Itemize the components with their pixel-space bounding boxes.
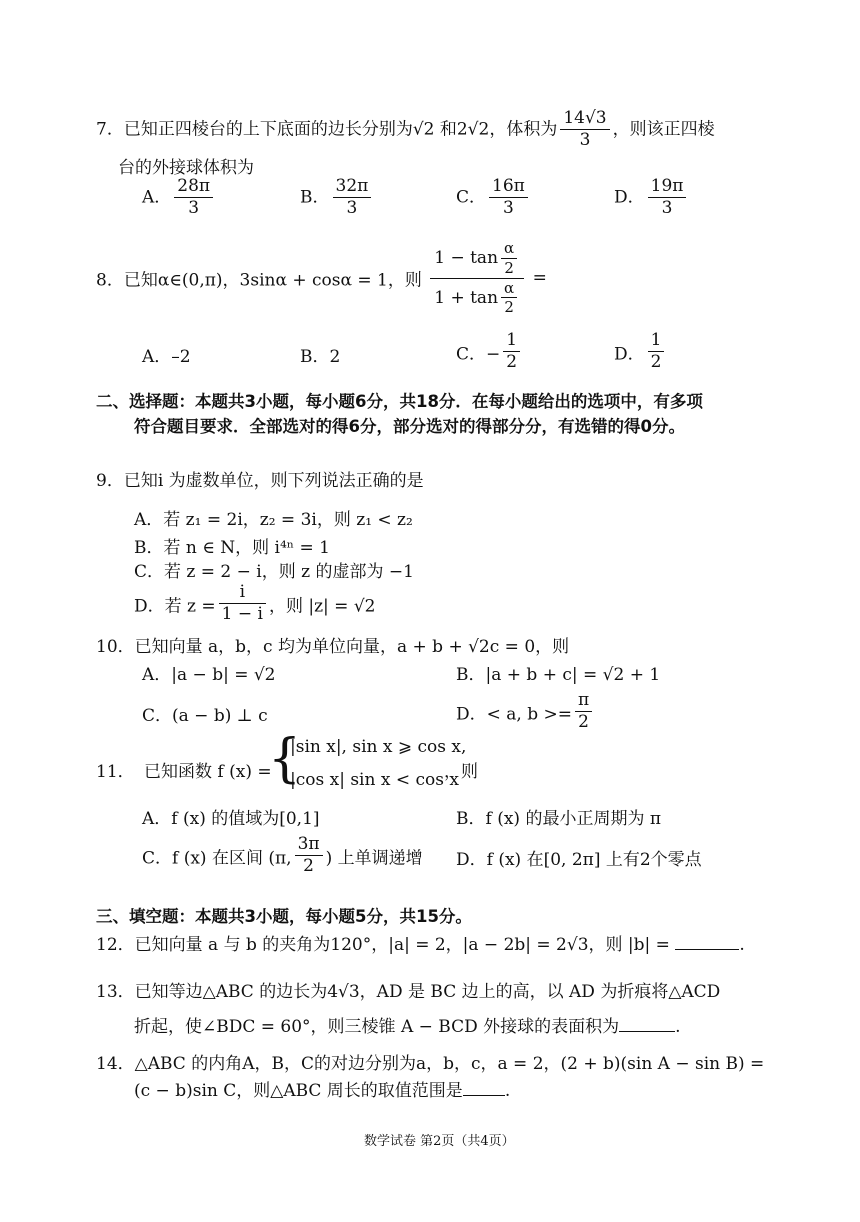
q8-big-fraction: 1 − tan $\frac{\alpha}{2}$ 1 + tan $\frac{\alpha}{2}$ (430, 239, 524, 317)
q11-option-a: A．f (x) 的值域为[0,1] (142, 809, 320, 829)
q9-option-b: B．若 n ∈ N，则 i⁴ⁿ = 1 (134, 538, 330, 558)
q8-option-a: A．–2 (142, 347, 191, 367)
q11-case-2: |cos x| sin x < cos x (290, 770, 459, 790)
q7-option-b: B． $\frac{32\pi}{3}$ (300, 176, 374, 220)
q8-option-d: D． $\frac{1}{2}$ (614, 330, 667, 374)
q10-option-b: B．|a + b + c| = √2 + 1 (456, 665, 661, 685)
q9-option-d: D．若 z = $\frac{i}{1 - i}$ ，则 |z| = √2 (134, 582, 376, 625)
question-13-line2: 折起，使∠BDC = 60°，则三棱锥 A − BCD 外接球的表面积为 . (134, 1017, 681, 1037)
q8-stem: 8．已知α∈(0,π)，3sinα + cosα = 1，则 (96, 270, 422, 291)
q11-option-b: B．f (x) 的最小正周期为 π (456, 809, 662, 829)
question-11-stem: 已知函数 f (x) = (144, 762, 272, 782)
section-2-heading-line1: 二、选择题：本题共3小题，每小题6分，共18分．在每小题给出的选项中，有多项 (96, 392, 703, 411)
q10-option-c: C．(a − b) ⊥ c (142, 706, 268, 726)
q7-option-a: A． $\frac{28\pi}{3}$ (142, 176, 216, 220)
q14-answer-blank (463, 1081, 505, 1096)
section-3-heading: 三、填空题：本题共3小题，每小题5分，共15分。 (96, 907, 472, 926)
q13-answer-blank (619, 1017, 675, 1032)
q7-option-c: C． $\frac{16\pi}{3}$ (456, 176, 531, 220)
question-13-line1: 13．已知等边△ABC 的边长为4√3，AD 是 BC 边上的高，以 AD 为折痕将△ACD (96, 982, 721, 1002)
q7-stem-part1: 7．已知正四棱台的上下底面的边长分别为√2 和2√2，体积为 (96, 119, 558, 140)
q7-stem-line2: 台的外接球体积为 (118, 158, 254, 178)
q7-stem-part2: ，则该正四棱 (612, 119, 715, 140)
page-footer: 数学试卷 第2页（共4页） (364, 1134, 515, 1149)
q11-option-c: C．f (x) 在区间 (π, $\frac{3\pi}{2}$ ) 上单调递增 (142, 834, 423, 877)
question-14-line1: 14．△ABC 的内角A，B，C的对边分别为a，b，c，a = 2，(2 + b)(sin A − sin B) = (96, 1054, 765, 1074)
q7-option-d: D． $\frac{19\pi}{3}$ (614, 176, 689, 220)
question-7 (96, 108, 715, 152)
q11-piecewise-brace: { (268, 729, 302, 789)
q7-volume-fraction: $\frac{14√3}{3}$ (560, 108, 609, 152)
q11-then: ，则 (444, 762, 478, 782)
q11-case-1: |sin x|, sin x ⩾ cos x, (290, 737, 467, 757)
section-2-heading-line2: 符合题目要求．全部选对的得6分，部分选对的得部分分，有选错的得0分。 (134, 417, 685, 436)
q8-option-c: C．− $\frac{1}{2}$ (456, 330, 523, 374)
question-8: 8．已知α∈(0,π)，3sinα + cosα = 1，则 1 − tan $\frac{\alpha}{2}$ 1 + tan $\frac{\alpha}{2}$ = (96, 239, 547, 317)
q9-option-c: C．若 z = 2 − i，则 z 的虚部为 −1 (134, 562, 414, 582)
question-11-number: 11． (96, 762, 135, 782)
question-14-line2: (c − b)sin C，则△ABC 周长的取值范围是 . (134, 1081, 511, 1101)
q10-option-a: A．|a − b| = √2 (142, 665, 276, 685)
q9-option-a: A．若 z₁ = 2i，z₂ = 3i，则 z₁ < z₂ (134, 510, 413, 530)
q11-option-d: D．f (x) 在[0, 2π] 上有2个零点 (456, 850, 702, 870)
question-10-stem: 10．已知向量 a，b，c 均为单位向量，a + b + √2c = 0，则 (96, 637, 570, 657)
q10-option-d: D．< a, b >= $\frac{\pi}{2}$ (456, 690, 595, 734)
question-12: 12．已知向量 a 与 b 的夹角为120°，|a| = 2，|a − 2b| = 2√3，则 |b| = . (96, 935, 745, 955)
q12-answer-blank (675, 935, 739, 950)
question-9-stem: 9．已知i 为虚数单位，则下列说法正确的是 (96, 471, 424, 491)
q8-option-b: B．2 (300, 347, 341, 367)
